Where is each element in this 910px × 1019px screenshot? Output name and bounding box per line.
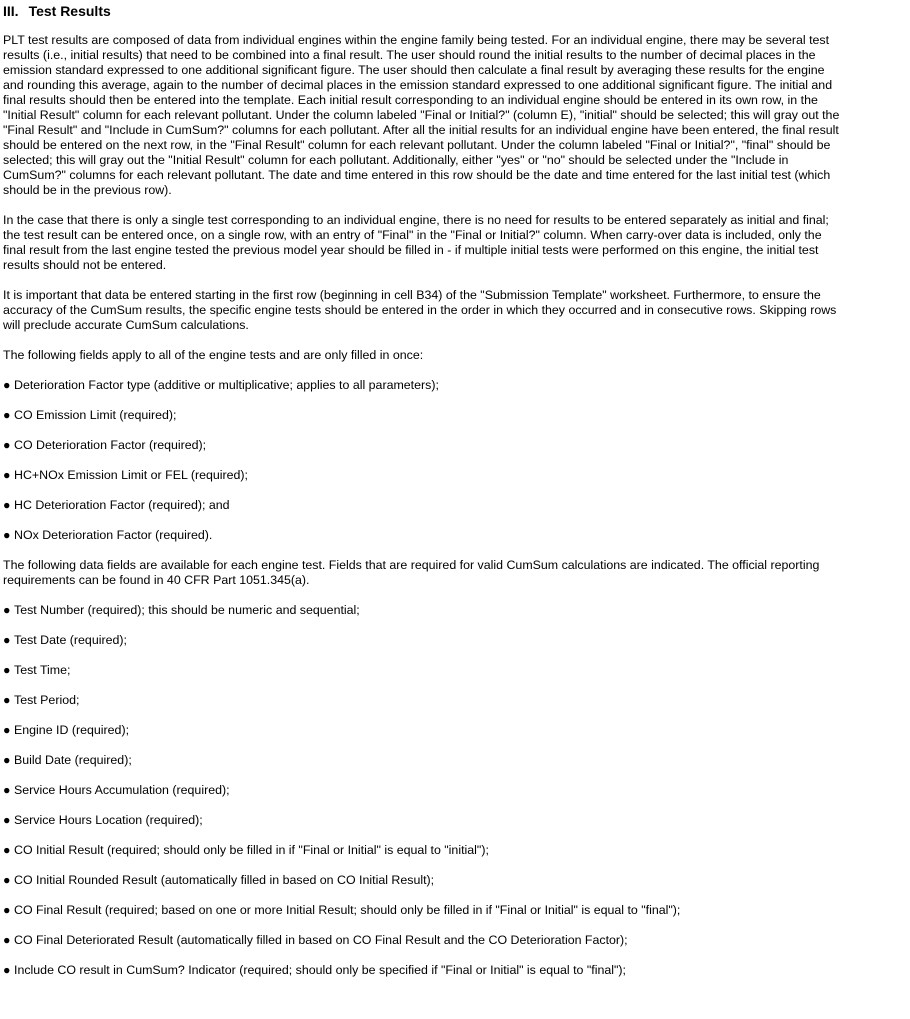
list-item-text: HC Deterioration Factor (required); and [14,498,230,512]
list-item-text: CO Emission Limit (required); [14,408,177,422]
bullet-icon: ● [3,723,11,737]
list-item [3,633,907,648]
bullet-icon: ● [3,963,11,977]
section-number: III. [3,3,19,19]
paragraph-test-results-overview: PLT test results are composed of data from individual engines within the engine family being tested. For an individual engine, there may be several test results (i.e., initial results) that need to be combined into a final result. The user should round the initial results to the number of decimal places in the emission standard expressed to one additional significant figure. The user should then calculate a final result by averaging these results for the engine and rounding this average, again to the number of decimal places in the emission standard expressed to one additional significant figure. The initial and final results should then be entered into the template. Each initial result corresponding to an individual engine should be entered in its own row, in the "Initial Result" column for each relevant pollutant. Under the column labeled "Final or Initial?" (column E), "initial" should be selected; this will gray out the "Final Result" and "Include in CumSum?" columns for each pollutant. After all the initial results for an individual engine have been entered, the final result should be entered on the next row, in the "Final Result" column for each relevant pollutant. Under the column labeled "Final or Initial?", "final" should be selected; this will gray out the "Initial Result" column for each pollutant. Additionally, either "yes" or "no" should be selected under the "Include in CumSum?" columns for each relevant pollutant. The date and time entered in this row should be the date and time entered for the last initial test (which should be in the previous row). [3,33,840,197]
list-item [3,963,907,978]
list-item-text: Test Date (required); [14,633,127,647]
list-item [3,873,907,888]
bullet-icon: ● [3,813,11,827]
section-title: Test Results [28,3,111,19]
list-item-text: Build Date (required); [14,753,132,767]
list-item-text: Test Period; [14,693,80,707]
bullet-icon: ● [3,468,11,482]
list-item-text: Include CO result in CumSum? Indicator (required; should only be specified if "Final or Initial" is equal to "final"); [14,963,626,977]
bullet-icon: ● [3,498,11,512]
list-item-text: HC+NOx Emission Limit or FEL (required); [14,468,248,482]
bullet-icon: ● [3,903,11,917]
list-item-text: CO Initial Result (required; should only be filled in if "Final or Initial" is equal to "initial"); [14,843,489,857]
list-item-text: CO Final Result (required; based on one or more Initial Result; should only be filled in if "Final or Initial" is equal to "final"); [14,903,681,917]
once-fields-list [3,378,907,543]
section-heading [3,3,907,20]
list-item [3,378,907,393]
list-item [3,933,907,948]
bullet-icon: ● [3,603,11,617]
list-item [3,438,907,453]
list-item-text: Test Time; [14,663,71,677]
list-item [3,603,907,618]
paragraph-data-entry-order: It is important that data be entered starting in the first row (beginning in cell B34) of the "Submission Template" worksheet. Furthermore, to ensure the accuracy of the CumSum results, the specific engine tests should be entered in the order in which they occurred and in consecutive rows. Skipping rows will preclude accurate CumSum calculations. [3,288,837,332]
bullet-icon: ● [3,933,11,947]
list-item [3,813,907,828]
bullet-icon: ● [3,753,11,767]
bullet-icon: ● [3,783,11,797]
list-item-text: Test Number (required); this should be numeric and sequential; [14,603,360,617]
bullet-icon: ● [3,633,11,647]
list-item [3,468,907,483]
list-item-text: Engine ID (required); [14,723,130,737]
list-item [3,753,907,768]
bullet-icon: ● [3,873,11,887]
list-item-text: NOx Deterioration Factor (required). [14,528,213,542]
list-item [3,843,907,858]
list-item [3,498,907,513]
bullet-icon: ● [3,693,11,707]
bullet-icon: ● [3,378,11,392]
list-item [3,663,907,678]
paragraph-single-test: In the case that there is only a single test corresponding to an individual engine, there is no need for results to be entered separately as initial and final; the test result can be entered once, on a single row, with an entry of "Final" in the "Final or Initial?" column. When carry-over data is included, only the final result from the last engine tested the previous model year should be filled in - if multiple initial tests were performed on this engine, the initial test results should not be entered. [3,213,829,272]
list-item-text: CO Initial Rounded Result (automatically filled in based on CO Initial Result); [14,873,435,887]
bullet-icon: ● [3,843,11,857]
paragraph-test-fields-intro: The following data fields are available for each engine test. Fields that are required for valid CumSum calculations are indicated. The official reporting requirements can be found in 40 CFR Part 1051.345(a). [3,558,820,587]
list-item-text: CO Deterioration Factor (required); [14,438,207,452]
list-item [3,408,907,423]
list-item-text: Service Hours Location (required); [14,813,203,827]
bullet-icon: ● [3,528,11,542]
list-item [3,783,907,798]
list-item-text: Deterioration Factor type (additive or multiplicative; applies to all parameters); [14,378,439,392]
list-item [3,693,907,708]
list-item [3,723,907,738]
test-fields-list [3,603,907,978]
list-item [3,903,907,918]
bullet-icon: ● [3,663,11,677]
list-item-text: Service Hours Accumulation (required); [14,783,230,797]
list-item-text: CO Final Deteriorated Result (automatically filled in based on CO Final Result and the CO Deterioration Factor); [14,933,628,947]
bullet-icon: ● [3,408,11,422]
bullet-icon: ● [3,438,11,452]
list-item [3,528,907,543]
paragraph-once-fields-intro: The following fields apply to all of the engine tests and are only filled in once: [3,348,424,362]
